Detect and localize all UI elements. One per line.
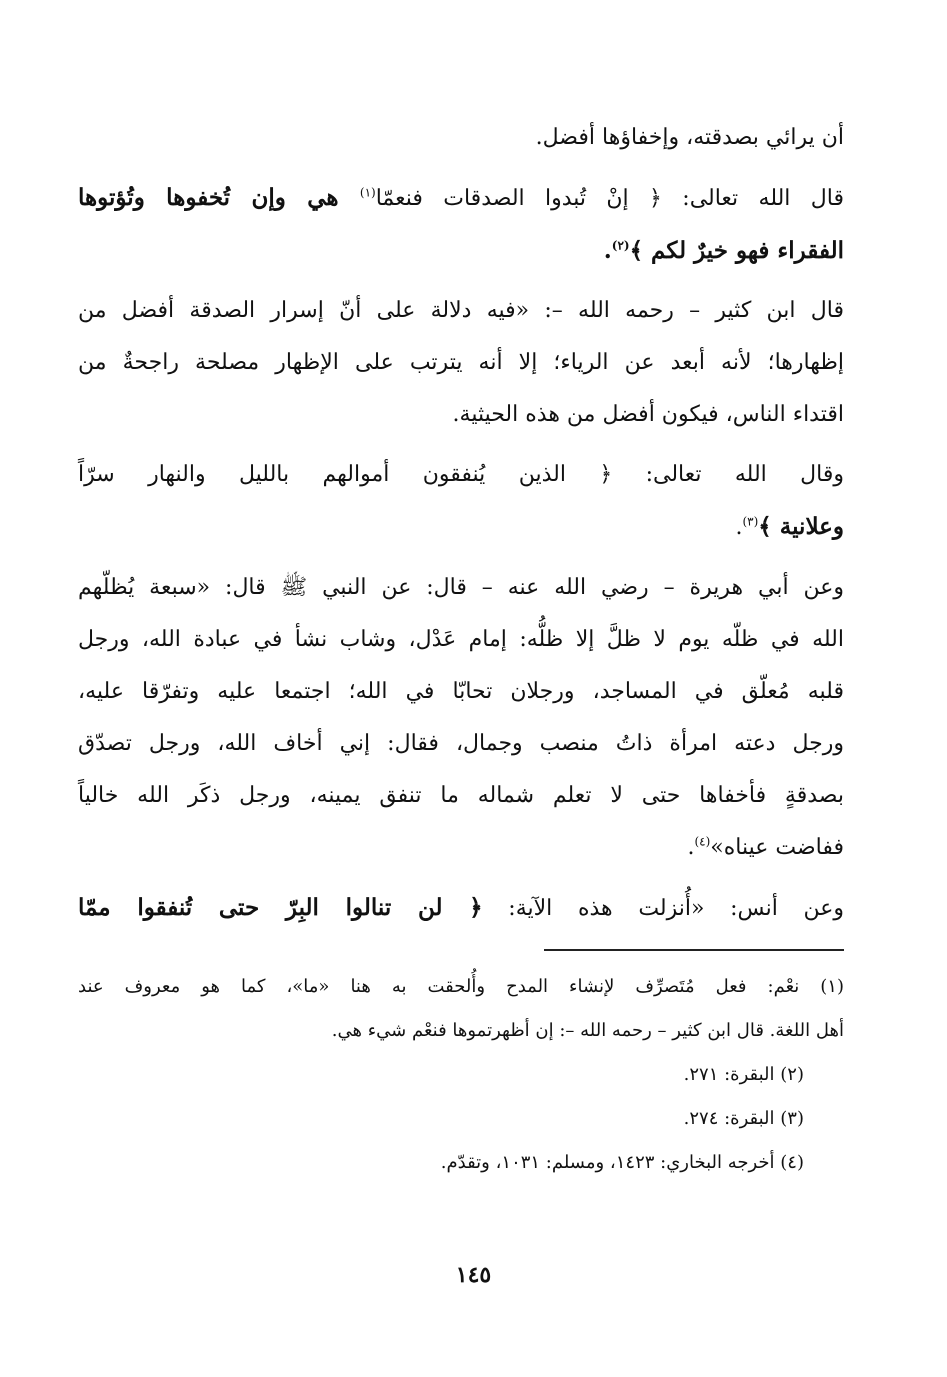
verse-2-text-c: .	[603, 237, 612, 264]
paragraph-4-line-2	[78, 501, 844, 554]
verse-3-text-c: .	[735, 515, 743, 540]
paragraph-5-line-2: الله في ظلّه يوم لا ظلَّ إلا ظلُّه: إمام عَدْل، وشاب نشأ في عبادة الله، ورجل	[78, 627, 844, 652]
paragraph-5-line-5: بصدقةٍ فأخفاها حتى لا تعلم شماله ما تنفق يمينه، ورجل ذكَر الله خالياً	[78, 783, 844, 808]
verse-4-text: ﴿ لن تنالوا البِرّ حتى تُنفقوا ممّا	[78, 894, 483, 921]
hadith-end-period: .	[687, 835, 695, 860]
footnote-ref-4: (٤)	[694, 834, 711, 849]
paragraph-3-line-2: إظهارها؛ لأنه أبعد عن الرياء؛ إلا أنه يترتب على الإظهار مصلحة راجحةٌ من	[78, 350, 844, 375]
paragraph-5-line-4: ورجل دعته امرأة ذاتُ منصب وجمال، فقال: إني أخاف الله، ورجل تصدّق	[78, 731, 844, 756]
paragraph-5-line-1: وعن أبي هريرة – رضي الله عنه – قال: عن النبي ﷺ قال: «سبعة يُظلّهم	[78, 575, 844, 600]
footnote-2: (٢) البقرة: ٢٧١.	[683, 1064, 804, 1085]
verse-1-text-a: قال الله تعالى: ﴿ إنْ تُبدوا الصدقات فنعمّا	[375, 186, 844, 211]
verse-3-text-a: وعلانية ﴾	[758, 513, 844, 540]
footnote-ref-2: (٢)	[611, 238, 630, 253]
paragraph-3-line-1: قال ابن كثير – رحمه الله –: «فيه دلالة على أنّ إسرار الصدقة أفضل من	[78, 298, 844, 323]
verse-2-text-a: الفقراء فهو خيرٌ لكم ﴾	[629, 237, 844, 264]
paragraph-5-line-3: قلبه مُعلّق في المساجد، ورجلان تحابّا في الله؛ اجتمعا عليه وتفرّقا عليه،	[78, 679, 844, 704]
paragraph-6-line-1	[78, 882, 844, 935]
paragraph-3-line-3: اقتداء الناس، فيكون أفضل من هذه الحيثية.	[452, 402, 844, 427]
paragraph-5-line-6	[78, 822, 844, 874]
verse-1-text-c: هي وإن تُخفوها وتُؤتوها	[78, 184, 360, 211]
paragraph-4-line-1: وقال الله تعالى: ﴿ الذين يُنفقون أموالهم بالليل والنهار سرّاً	[78, 462, 844, 487]
footnote-ref-3: (٣)	[742, 514, 759, 529]
footnote-divider	[544, 949, 844, 951]
page-number: ١٤٥	[455, 1262, 492, 1288]
anas-intro: وعن أنس: «أُنزلت هذه الآية:	[482, 896, 844, 921]
footnote-3: (٣) البقرة: ٢٧٤.	[683, 1108, 804, 1129]
verse-line-1	[78, 172, 844, 225]
footnote-1-line-1: (١) نعْم: فعل مُتَصرِّف لإنشاء المدح وأُلحقت به هنا «ما»، كما هو معروف عند	[78, 976, 844, 997]
footnote-1-line-2: أهل اللغة. قال ابن كثير – رحمه الله –: إن أظهرتموها فنعْم شيء هي.	[331, 1020, 844, 1041]
paragraph-1-line-1: أن يرائي بصدقته، وإخفاؤها أفضل.	[535, 125, 844, 150]
footnote-4: (٤) أخرجه البخاري: ١٤٢٣، ومسلم: ١٠٣١، وتقدّم.	[440, 1152, 804, 1173]
page-body	[78, 112, 844, 1312]
verse-line-2	[78, 225, 844, 277]
footnote-ref-1: (١)	[359, 185, 376, 200]
hadith-end-text: ففاضت عيناه»	[710, 835, 844, 860]
